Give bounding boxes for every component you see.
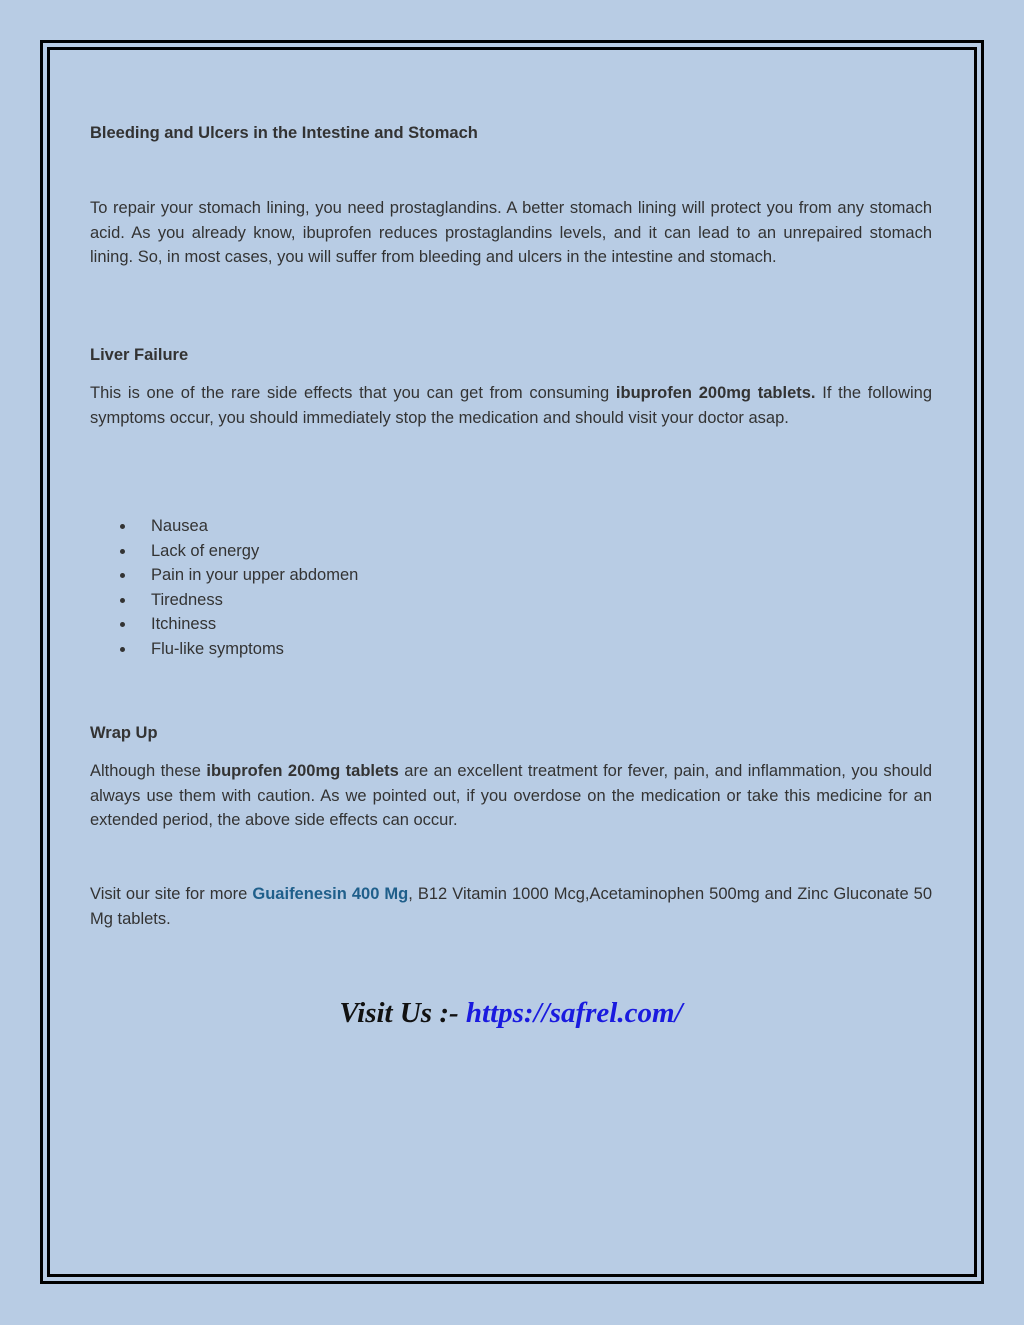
- symptom-label: Pain in your upper abdomen: [151, 566, 359, 584]
- liver-text-after: If the following symptoms occur, you should immediately stop the medication and should visit your doctor asap.: [90, 384, 932, 427]
- paragraph-bleeding-ulcers: To repair your stomach lining, you need prostaglandins. A better stomach lining will protect you from any stomach acid. As you already know, ibuprofen reduces prostaglandins levels, and it can lead to an unrepaired stomach lining. So, in most cases, you will suffer from bleeding and ulcers in the intestine and stomach.: [90, 199, 932, 266]
- list-item: [90, 637, 358, 662]
- list-item: [90, 539, 358, 564]
- bullet-icon: [120, 549, 125, 554]
- visit-us-label: Visit Us :-: [339, 997, 466, 1029]
- wrap-text-after: are an excellent treatment for fever, pain, and inflammation, you should always use them with caution. As we pointed out, if you overdose on the medication or take this medicine for an extended period, the above side effects can occur.: [90, 762, 933, 829]
- list-item: [90, 588, 358, 613]
- paragraph-liver-failure: [90, 381, 932, 430]
- visit-site-text-before: Visit our site for more: [90, 885, 253, 903]
- guaifenesin-link[interactable]: Guaifenesin 400 Mg: [252, 885, 409, 903]
- symptom-label: Flu-like symptoms: [151, 639, 284, 658]
- wrap-text-bold: ibuprofen 200mg tablets: [206, 762, 399, 780]
- heading-liver-failure: Liver Failure: [90, 346, 189, 364]
- bullet-icon: [120, 622, 125, 627]
- website-link[interactable]: https://safrel.com/: [465, 997, 683, 1029]
- symptom-label: Nausea: [151, 517, 208, 535]
- symptom-label: Tiredness: [151, 590, 223, 609]
- list-item: [90, 563, 358, 588]
- visit-us-line: [90, 993, 932, 1033]
- bullet-icon: [120, 598, 125, 603]
- liver-text-bold: ibuprofen 200mg tablets.: [615, 384, 816, 402]
- list-item: [90, 514, 358, 539]
- bullet-icon: [120, 524, 125, 529]
- list-item: [90, 612, 358, 637]
- symptom-label: Itchiness: [151, 615, 217, 633]
- symptom-label: Lack of energy: [151, 541, 260, 560]
- paragraph-wrap-up: [90, 759, 932, 833]
- symptom-list: [90, 514, 358, 661]
- bullet-icon: [120, 647, 125, 652]
- paragraph-visit-site: [90, 882, 932, 931]
- heading-wrap-up: Wrap Up: [90, 724, 158, 742]
- bullet-icon: [120, 573, 125, 578]
- visit-site-text-after: , B12 Vitamin 1000 Mcg,Acetaminophen 500mg and Zinc Gluconate 50 Mg tablets.: [90, 885, 932, 928]
- heading-bleeding-ulcers: Bleeding and Ulcers in the Intestine and Stomach: [90, 124, 478, 142]
- liver-text-before: This is one of the rare side effects that you can get from consuming: [90, 384, 616, 402]
- wrap-text-before: Although these: [90, 762, 207, 780]
